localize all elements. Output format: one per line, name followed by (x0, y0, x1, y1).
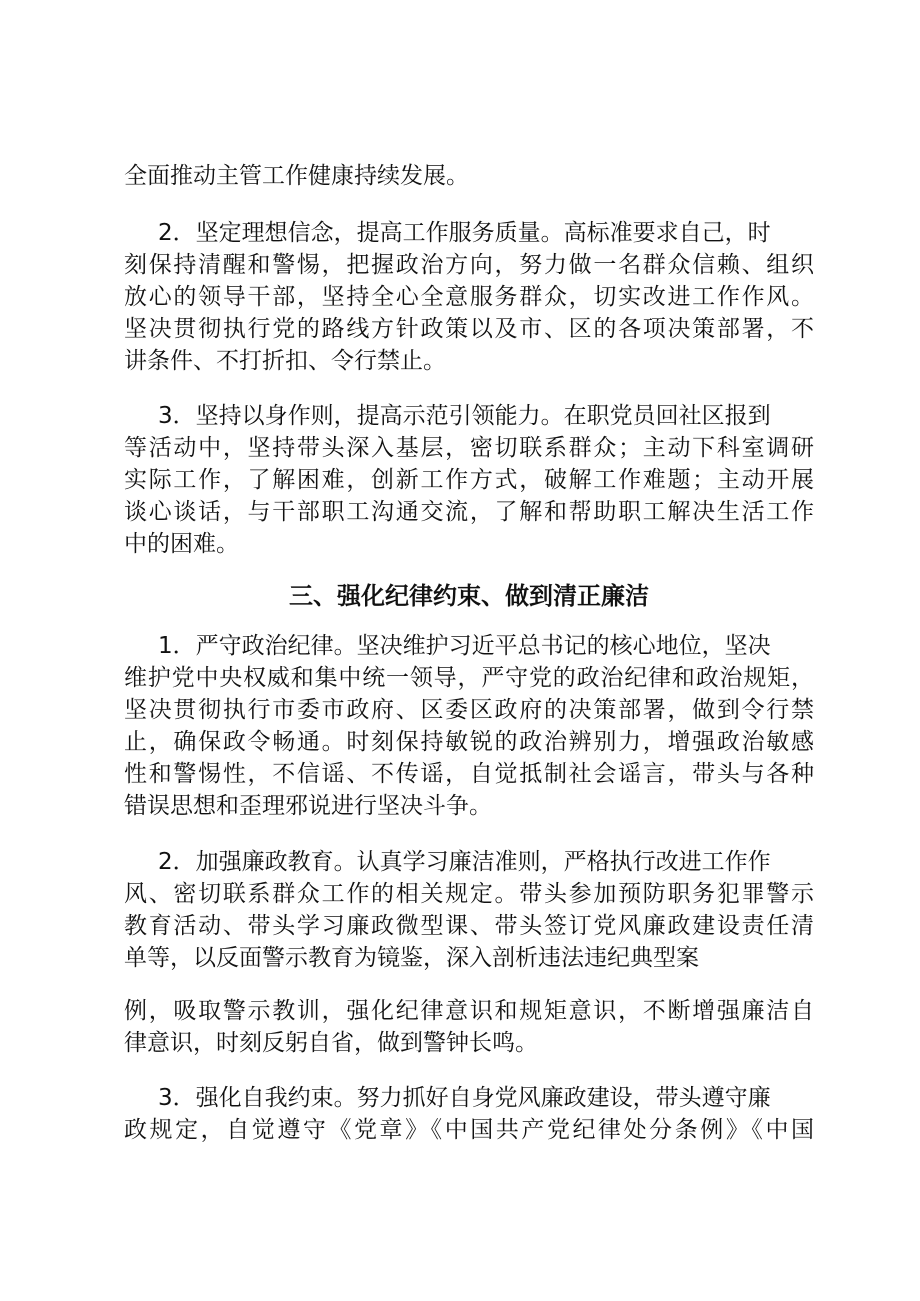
item-3-line: 谈心谈话，与干部职工沟通交流，了解和帮助职工解决生活工作 (124, 499, 814, 525)
item-3-line: 3．坚持以身作则，提高示范引领能力。在职党员回社区报到 (158, 403, 771, 429)
item-2-line: 2．坚定理想信念，提高工作服务质量。高标准要求自己，时 (158, 220, 771, 246)
item-1-line: 1．严守政治纪律。坚决维护习近平总书记的核心地位，坚决 (158, 633, 771, 659)
item-1-line: 止，确保政令畅通。时刻保持敏锐的政治辨别力，增强政治敏感 (124, 729, 814, 755)
item-2-line: 风、密切联系群众工作的相关规定。带头参加预防职务犯罪警示 (124, 881, 814, 907)
item-1-line: 性和警惕性，不信谣、不传谣，自觉抵制社会谣言，带头与各种 (124, 761, 814, 787)
item-2-line: 2．加强廉政教育。认真学习廉洁准则，严格执行改进工作作 (158, 849, 771, 875)
item-1-line: 维护党中央权威和集中统一领导，严守党的政治纪律和政治规矩， (124, 665, 814, 691)
paragraph-continuation-line: 全面推动主管工作健康持续发展。 (124, 163, 469, 189)
item-3-line: 等活动中，坚持带头深入基层，密切联系群众；主动下科室调研 (124, 435, 814, 461)
item-1-line: 错误思想和歪理邪说进行坚决斗争。 (124, 793, 492, 819)
item-2-line: 放心的领导干部，坚持全心全意服务群众，切实改进工作作风。 (124, 284, 814, 310)
item-3-line: 政规定，自觉遵守《党章》《中国共产党纪律处分条例》《中国 (124, 1117, 814, 1143)
item-2-line: 坚决贯彻执行党的路线方针政策以及市、区的各项决策部署，不 (124, 316, 814, 342)
item-2-line: 教育活动、带头学习廉政微型课、带头签订党风廉政建设责任清 (124, 913, 814, 939)
item-2-line: 讲条件、不打折扣、令行禁止。 (124, 348, 446, 374)
item-3-line: 实际工作，了解困难，创新工作方式，破解工作难题；主动开展 (124, 467, 814, 493)
item-2-line: 例，吸取警示教训，强化纪律意识和规矩意识，不断增强廉洁自 (124, 998, 814, 1024)
item-3-line: 中的困难。 (124, 531, 239, 557)
item-1-line: 坚决贯彻执行市委市政府、区委区政府的决策部署，做到令行禁 (124, 697, 814, 723)
item-3-line: 3．强化自我约束。努力抓好自身党风廉政建设，带头遵守廉 (158, 1085, 771, 1111)
item-2-line: 刻保持清醒和警惕，把握政治方向，努力做一名群众信赖、组织 (124, 252, 814, 278)
item-2-line: 律意识，时刻反躬自省，做到警钟长鸣。 (124, 1030, 538, 1056)
section-heading: 三、强化纪律约束、做到清正廉洁 (289, 582, 649, 610)
item-2-line: 单等，以反面警示教育为镜鉴，深入剖析违法违纪典型案 (124, 945, 699, 971)
